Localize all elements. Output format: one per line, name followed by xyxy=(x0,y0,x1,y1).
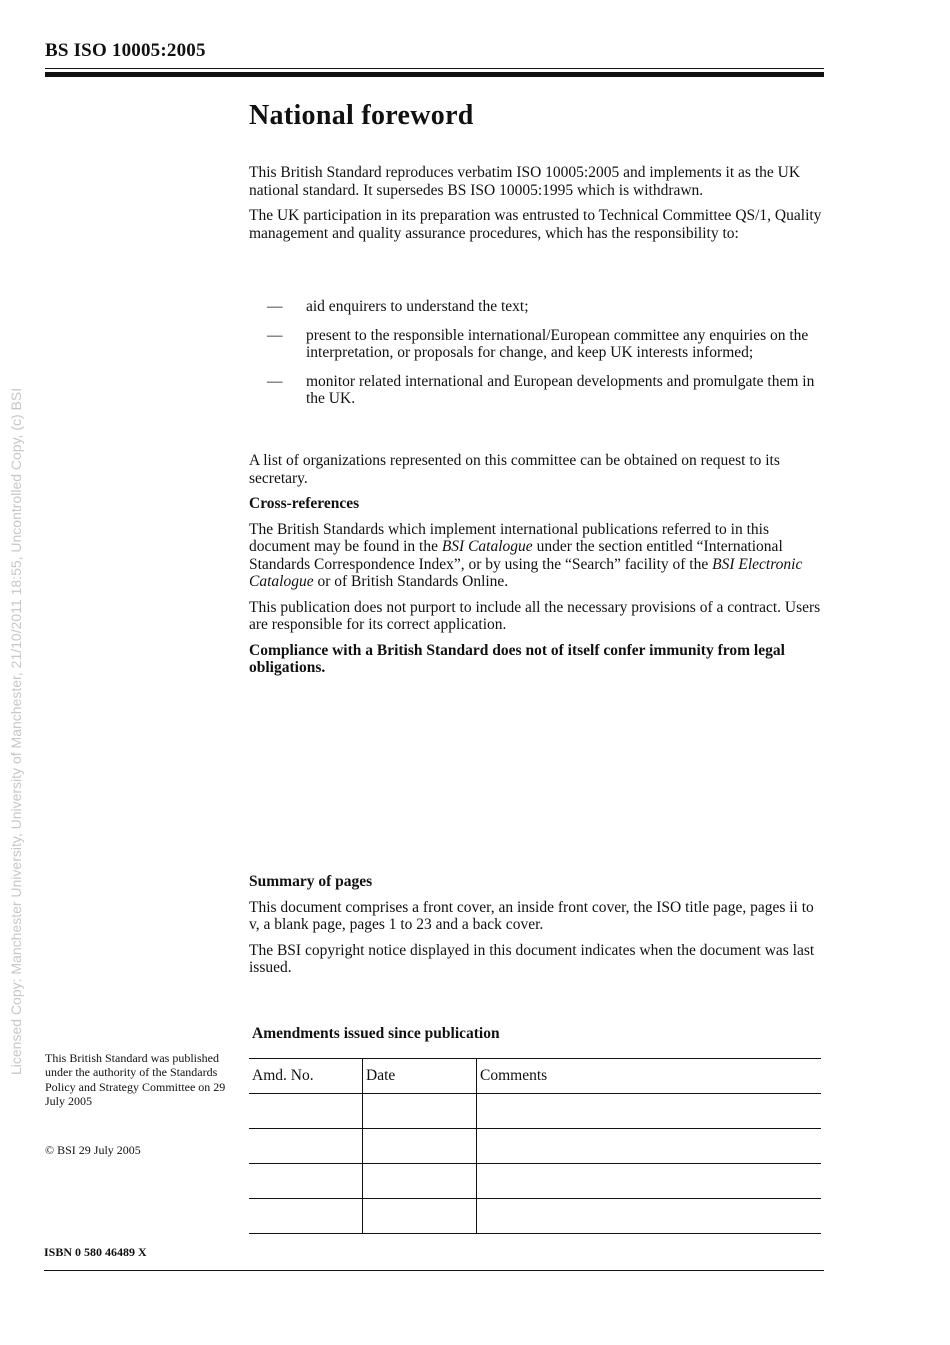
amendments-title: Amendments issued since publication xyxy=(252,1025,500,1042)
table-cell xyxy=(249,1129,363,1164)
list-item xyxy=(249,298,824,316)
table-cell xyxy=(249,1199,363,1234)
header-thick-rule xyxy=(45,72,824,77)
intro-paragraph-1: This British Standard reproduces verbatim ISO 10005:2005 and implements it as the UK national standard. It supersedes BS ISO 10005:1995 which is withdrawn. xyxy=(249,164,801,199)
provisions-paragraph: This publication does not purport to include all the necessary provisions of a contract. Users are responsible for its correct application. xyxy=(249,598,821,633)
em-dash-bullet: — xyxy=(267,372,283,390)
intro-paragraph-2: The UK participation in its preparation was entrusted to Technical Committee QS/1, Quality management and quality assurance procedures, which has the responsibility to: xyxy=(249,207,822,242)
bsi-catalogue-title: BSI Catalogue xyxy=(441,538,533,555)
isbn-number: ISBN 0 580 46489 X xyxy=(44,1245,147,1259)
bsi-electronic-catalogue-title: BSI Electronic Catalogue xyxy=(249,555,803,590)
committee-list-paragraph: A list of organizations represented on this committee can be obtained on request to its secretary. xyxy=(249,452,780,487)
em-dash-bullet: — xyxy=(267,326,283,344)
header-thin-rule xyxy=(45,68,824,69)
column-header-date: Date xyxy=(363,1059,477,1094)
table-cell xyxy=(363,1094,477,1129)
list-item xyxy=(249,327,824,362)
responsibility-list xyxy=(249,298,824,408)
table-cell xyxy=(363,1129,477,1164)
page-title: National foreword xyxy=(249,100,474,131)
list-item-text: present to the responsible international/European committee any enquiries on the interpretation, or proposals for change, and keep UK interests informed; xyxy=(306,326,809,361)
table-row xyxy=(249,1199,821,1234)
copyright-notice: © BSI 29 July 2005 xyxy=(45,1143,141,1157)
list-item xyxy=(249,373,824,408)
compliance-statement: Compliance with a British Standard does not of itself confer immunity from legal obligations. xyxy=(249,641,785,676)
table-cell xyxy=(477,1094,822,1129)
document-code-header: BS ISO 10005:2005 xyxy=(45,40,206,61)
cross-references-section xyxy=(249,452,824,677)
table-cell xyxy=(249,1164,363,1199)
table-cell xyxy=(477,1129,822,1164)
table-row xyxy=(249,1129,821,1164)
table-cell xyxy=(363,1164,477,1199)
summary-section xyxy=(249,873,824,977)
summary-paragraph-2: The BSI copyright notice displayed in this document indicates when the document was last issued. xyxy=(249,941,815,976)
table-cell xyxy=(477,1164,822,1199)
cross-references-paragraph: The British Standards which implement international publications referred to in this document may be found in the BSI Catalogue under the section entitled “International Standards Correspondence Index”, or by using the “Search” facility of the BSI Electronic Catalogue or of British Standards Online. xyxy=(249,520,803,590)
column-header-comments: Comments xyxy=(477,1059,822,1094)
table-cell xyxy=(477,1199,822,1234)
table-cell xyxy=(249,1094,363,1129)
cross-references-heading: Cross-references xyxy=(249,495,360,512)
publication-authority-note: This British Standard was published under the authority of the Standards Policy and Strategy Committee on 29 July 2005 xyxy=(45,1051,226,1108)
column-header-amd-no: Amd. No. xyxy=(249,1059,363,1094)
footer-rule xyxy=(44,1270,824,1271)
table-cell xyxy=(363,1199,477,1234)
table-row xyxy=(249,1164,821,1199)
table-row xyxy=(249,1094,821,1129)
license-watermark: Licensed Copy: Manchester University, University of Manchester, 21/10/2011 18:55, Uncontrolled Copy, (c) BSI xyxy=(8,387,24,1075)
intro-section xyxy=(249,164,824,242)
table-header-row xyxy=(249,1059,821,1094)
summary-heading: Summary of pages xyxy=(249,873,373,890)
summary-paragraph-1: This document comprises a front cover, an inside front cover, the ISO title page, pages ii to v, a blank page, pages 1 to 23 and a back cover. xyxy=(249,898,814,933)
list-item-text: aid enquirers to understand the text; xyxy=(306,298,529,315)
amendments-table xyxy=(249,1058,821,1234)
list-item-text: monitor related international and European developments and promulgate them in the UK. xyxy=(306,372,815,407)
em-dash-bullet: — xyxy=(267,298,283,315)
